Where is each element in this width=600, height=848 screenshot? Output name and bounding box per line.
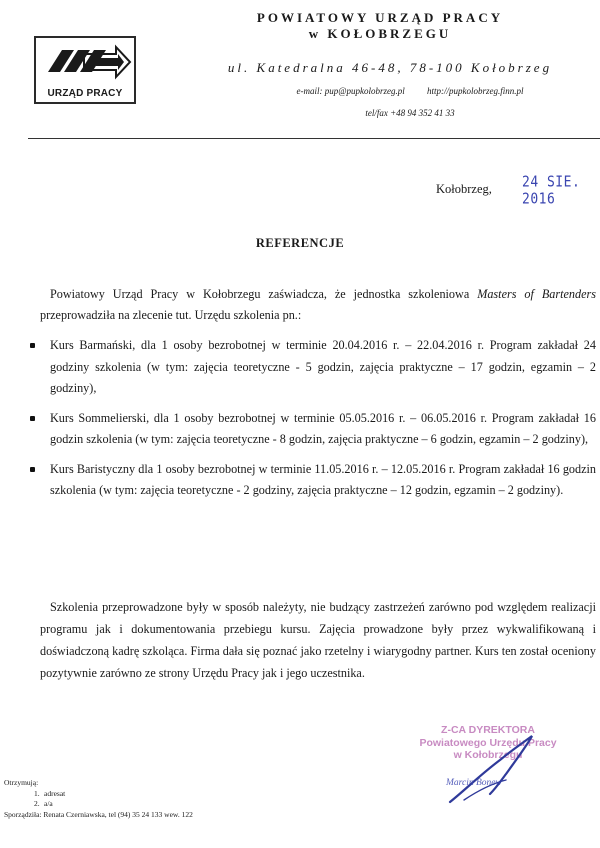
course-text: Kurs Baristyczny dla 1 osoby bezrobotnej w terminie 11.05.2016 r. – 12.05.2016 r. Program zakładał 16 godzin szkolenia (w tym: zajęcia teoretyczne - 2 godziny, zajęcia praktyczne – 12 godzin, egzamin – 2 godziny). <box>50 461 596 497</box>
intro-paragraph <box>40 284 596 326</box>
org-city: w KOŁOBRZEGU <box>308 26 452 41</box>
footer <box>4 778 193 820</box>
org-contact <box>230 86 590 96</box>
header-divider <box>28 138 600 139</box>
company-name: Masters of Bartenders <box>477 287 596 301</box>
intro-text-before: Powiatowy Urząd Pracy w Kołobrzegu zaświadcza, że jednostka szkoleniowa <box>50 287 478 301</box>
list-item: 1. adresat <box>34 788 66 798</box>
office-logo <box>34 36 136 104</box>
document-title: REFERENCJE <box>255 236 345 250</box>
org-website[interactable]: http://pupkolobrzeg.finn.pl <box>427 86 524 96</box>
stamp-line-city: w Kołobrzegu <box>453 749 523 761</box>
stamp-line-title: Z-CA DYREKTORA <box>441 724 535 736</box>
list-item <box>24 459 596 502</box>
arrow-logo-icon <box>40 42 132 88</box>
recipient: a/a <box>44 799 53 808</box>
list-item <box>24 335 596 400</box>
list-item <box>24 408 596 451</box>
stamp-line-office: Powiatowego Urzędu Pracy <box>419 736 557 749</box>
prepared-by: Sporządziła: Renata Czerniawska, tel (94) 35 24 133 wew. 122 <box>4 809 193 819</box>
recipient: adresat <box>44 788 66 798</box>
org-name: POWIATOWY URZĄD PRACY <box>256 10 504 25</box>
date-stamp: 24 SIE. 2016 <box>522 173 581 209</box>
bullet-icon <box>30 416 35 421</box>
closing-paragraph: Szkolenia przeprowadzone były w sposób należyty, nie budzący zastrzeżeń zarówno pod względem realizacji programu jak i dokumentowania przebiegu kursu. Zajęcia prowadzone były przez wykwalifikowaną i doświadczoną kadrę szkoląca. Firma dała się poznać jako rzetelny i wiarygodny partner. Kurs ten został oceniony pozytywnie zarówno ze strony Urzędu Pracy jak i jego uczestnika. <box>40 600 596 680</box>
place: Kołobrzeg, <box>436 182 492 196</box>
signer-name: Marcin Bonew <box>446 778 502 788</box>
intro-text-after: przeprowadziła na zlecenie tut. Urzędu szkolenia pn.: <box>40 308 302 322</box>
handwritten-signature <box>420 730 560 810</box>
org-phone: tel/fax +48 94 352 41 33 <box>365 108 455 118</box>
course-text: Kurs Barmański, dla 1 osoby bezrobotnej w terminie 20.04.2016 r. – 22.04.2016 r. Program zakładał 24 godziny szkolenia (w tym: zajęcia teoretyczne - 5 godzin, zajęcia praktyczne – 17 godzin, egzamin – 2 godziny), <box>50 338 596 395</box>
bullet-icon <box>30 467 35 472</box>
logo-text: URZĄD PRACY <box>47 88 123 99</box>
recipients-label: Otrzymują: <box>4 778 39 787</box>
bullet-icon <box>30 343 35 348</box>
org-email[interactable]: e-mail: pup@pupkolobrzeg.pl <box>296 86 405 96</box>
course-text: Kurs Sommelierski, dla 1 osoby bezrobotnej w terminie 05.05.2016 r. – 06.05.2016 r. Program zakładał 16 godzin szkolenia (w tym: zajęcia teoretyczne - 8 godzin, zajęcia praktyczne – 6 godzin, egzamin – 2 godziny), <box>50 410 596 446</box>
list-item: 2. a/a <box>34 799 53 808</box>
org-address: ul. Katedralna 46-48, 78-100 Kołobrzeg <box>227 60 553 75</box>
course-list <box>24 335 596 510</box>
